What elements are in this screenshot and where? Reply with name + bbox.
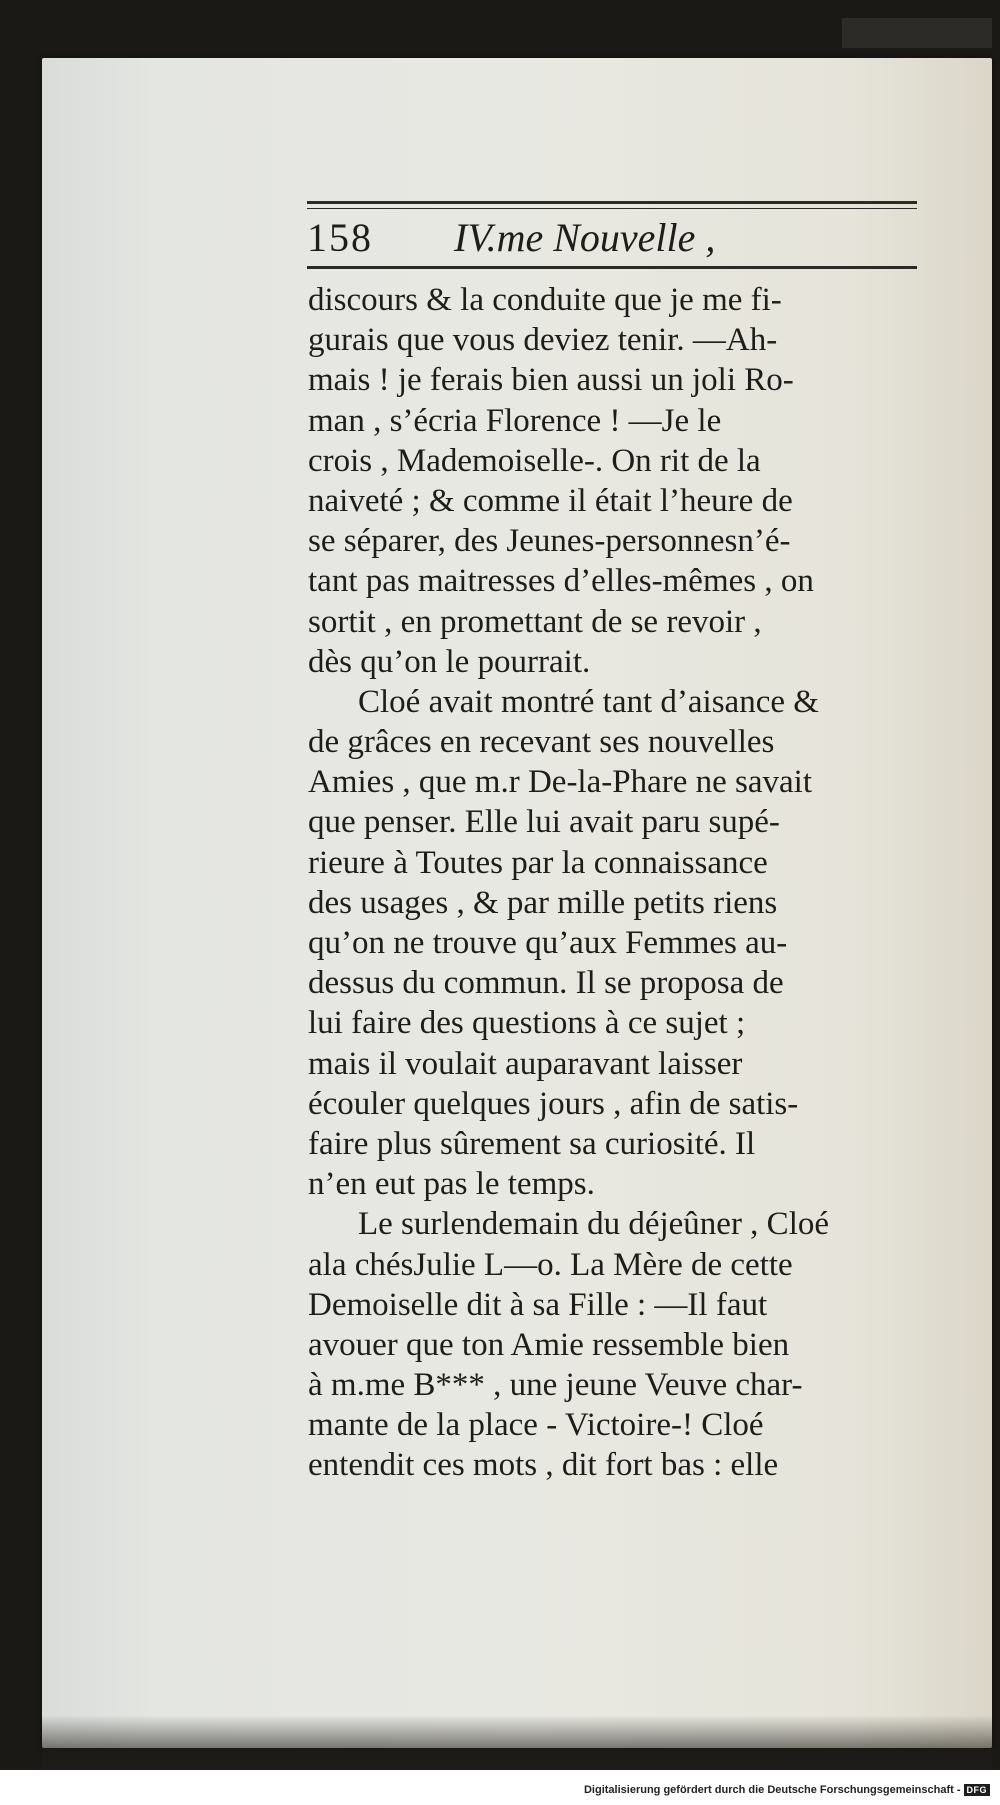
text-line: dès qu’on le pourrait. (308, 643, 591, 680)
text-line: mais il voulait auparavant laisser (308, 1045, 743, 1082)
header-rule-bottom (307, 266, 917, 269)
page-header (307, 212, 917, 266)
text-line: qu’on ne trouve qu’aux Femmes au- (308, 925, 788, 961)
text-line: dessus du commun. Il se proposa de (308, 965, 784, 1002)
text-line: Le surlendemain du déjeûner , Cloé (358, 1206, 830, 1243)
text-line: mante de la place - Victoire-! Cloé (308, 1407, 764, 1444)
text-line: écouler quelques jours , afin de satis- (308, 1085, 799, 1122)
text-line: entendit ces mots , dit fort bas : elle (308, 1447, 779, 1484)
text-line: n’en eut pas le temps. (308, 1166, 595, 1203)
text-line: discours & la conduite que je me fi- (308, 282, 782, 318)
text-line: avouer que ton Amie ressemble bien (308, 1326, 790, 1363)
text-line: lui faire des questions à ce sujet ; (308, 1005, 746, 1042)
text-line: sortit , en promettant de se revoir , (308, 603, 762, 640)
body-text (308, 280, 928, 1486)
text-line: de grâces en recevant ses nouvelles (308, 724, 775, 761)
text-line: se séparer, des Jeunes-personnesn’é- (308, 523, 791, 560)
digitization-credit (584, 1784, 990, 1796)
text-line: à m.me B*** , une jeune Veuve char- (308, 1367, 803, 1404)
text-line: rieure à Toutes par la connaissance (308, 844, 768, 881)
text-line: gurais que vous deviez tenir. —Ah- (308, 322, 778, 359)
text-line: des usages , & par mille petits riens (308, 884, 778, 921)
text-line: tant pas maitresses d’elles-mêmes , on (308, 563, 814, 600)
digitization-credit-text: Digitalisierung gefördert durch die Deutsche Forschungsgemeinschaft - (583, 1784, 961, 1796)
header-rule-top-thin (307, 208, 917, 209)
dfg-logo-icon: DFG (964, 1784, 991, 1796)
text-line: mais ! je ferais bien aussi un joli Ro- (308, 362, 794, 399)
running-title: IV.me Nouvelle , (454, 215, 716, 260)
text-line: naiveté ; & comme il était l’heure de (308, 482, 793, 519)
text-line: crois , Mademoiselle-. On rit de la (308, 442, 761, 479)
scan-edge-strip (842, 18, 992, 48)
text-line: Cloé avait montré tant d’aisance & (358, 683, 819, 720)
text-line: Demoiselle dit à sa Fille : —Il faut (308, 1286, 768, 1323)
text-line: faire plus sûrement sa curiosité. Il (308, 1125, 756, 1162)
page-bottom-shadow (42, 1715, 992, 1770)
header-rule-top (307, 201, 917, 204)
text-line: ala chésJulie L—o. La Mère de cette (308, 1246, 793, 1283)
page-number: 158 (307, 215, 373, 260)
text-line: man , s’écria Florence ! —Je le (308, 402, 722, 439)
text-line: que penser. Elle lui avait paru supé- (308, 804, 780, 841)
text-line: Amies , que m.r De-la-Phare ne savait (308, 764, 812, 801)
